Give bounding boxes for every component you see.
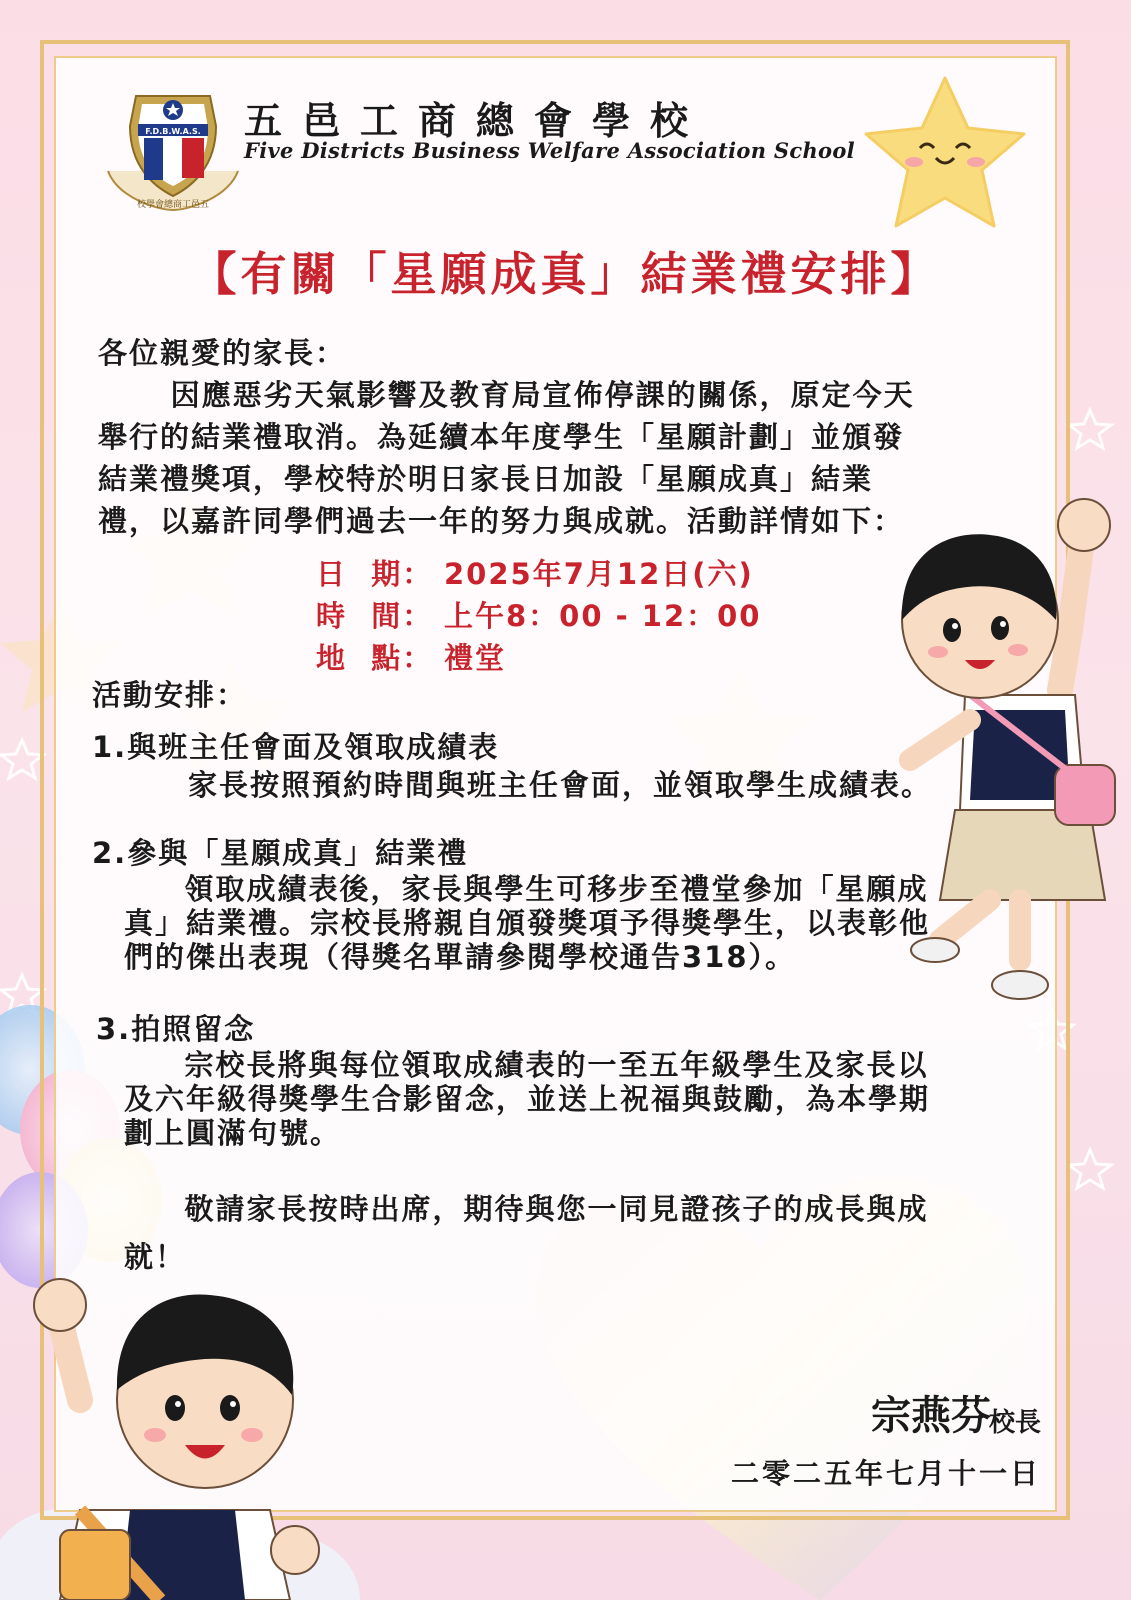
boy-cartoon-icon bbox=[20, 1260, 360, 1600]
smiling-star-icon bbox=[850, 70, 1040, 240]
logo-abbrev: F.D.B.W.A.S. bbox=[145, 127, 201, 136]
detail-label-time: 時 間： bbox=[316, 599, 434, 633]
school-name-en: Five Districts Business Welfare Association School bbox=[244, 138, 855, 163]
closing-line: 就！ bbox=[124, 1240, 187, 1274]
outline-star-icon bbox=[1069, 410, 1111, 448]
intro-line: 因應惡劣天氣影響及教育局宣佈停課的關係，原定今天 bbox=[98, 378, 915, 412]
principal-title: 校長 bbox=[988, 1408, 1041, 1438]
notice-title: 【有關「星願成真」結業禮安排】 bbox=[190, 247, 941, 301]
detail-label-venue: 地 點： bbox=[316, 641, 434, 675]
activity-3-line: 劃上圓滿句號。 bbox=[124, 1116, 342, 1150]
intro-line: 結業禮獎項，學校特於明日家長日加設「星願成真」結業 bbox=[98, 462, 874, 496]
detail-value-venue: 禮堂 bbox=[444, 641, 507, 675]
activity-2-line: 真」結業禮。宗校長將親自頒發獎項予得獎學生，以表彰他 bbox=[124, 906, 931, 940]
activities-heading: 活動安排： bbox=[92, 678, 248, 712]
activity-2-line: 領取成績表後，家長與學生可移步至禮堂參加「星願成 bbox=[124, 872, 929, 906]
activity-1-line: 家長按照預約時間與班主任會面，並領取學生成績表。 bbox=[188, 768, 933, 802]
notice-date: 二零二五年七月十一日 bbox=[730, 1457, 1041, 1490]
activity-1-heading: 1.與班主任會面及領取成績表 bbox=[92, 730, 500, 764]
principal-name: 宗燕芬 bbox=[871, 1392, 991, 1439]
intro-line: 舉行的結業禮取消。為延續本年度學生「星願計劃」並頒發 bbox=[98, 420, 905, 454]
activity-2-heading: 2.參與「星願成真」結業禮 bbox=[92, 836, 469, 870]
detail-label-date: 日 期： bbox=[316, 557, 434, 591]
activity-2-line: 們的傑出表現（得獎名單請參閱學校通告318）。 bbox=[124, 940, 797, 974]
girl-cartoon-icon bbox=[870, 480, 1130, 1040]
greeting: 各位親愛的家長： bbox=[98, 336, 347, 370]
school-name-zh: 五邑工商總會學校 bbox=[244, 98, 709, 143]
school-logo bbox=[98, 86, 248, 216]
activity-3-line: 宗校長將與每位領取成績表的一至五年級學生及家長以 bbox=[124, 1048, 929, 1082]
intro-line: 禮，以嘉許同學們過去一年的努力與成就。活動詳情如下： bbox=[98, 504, 905, 538]
detail-value-time: 上午8：00 - 12：00 bbox=[444, 599, 762, 633]
detail-value-date: 2025年7月12日(六) bbox=[444, 557, 754, 591]
outline-star-icon bbox=[1069, 1150, 1111, 1188]
logo-ribbon-text: 校學會總商工邑五 bbox=[136, 200, 210, 210]
activity-3-heading: 3.拍照留念 bbox=[96, 1012, 256, 1046]
outline-star-icon bbox=[1, 740, 43, 778]
closing-line: 敬請家長按時出席，期待與您一同見證孩子的成長與成 bbox=[124, 1192, 929, 1226]
activity-3-line: 及六年級得獎學生合影留念，並送上祝福與鼓勵，為本學期 bbox=[124, 1082, 931, 1116]
